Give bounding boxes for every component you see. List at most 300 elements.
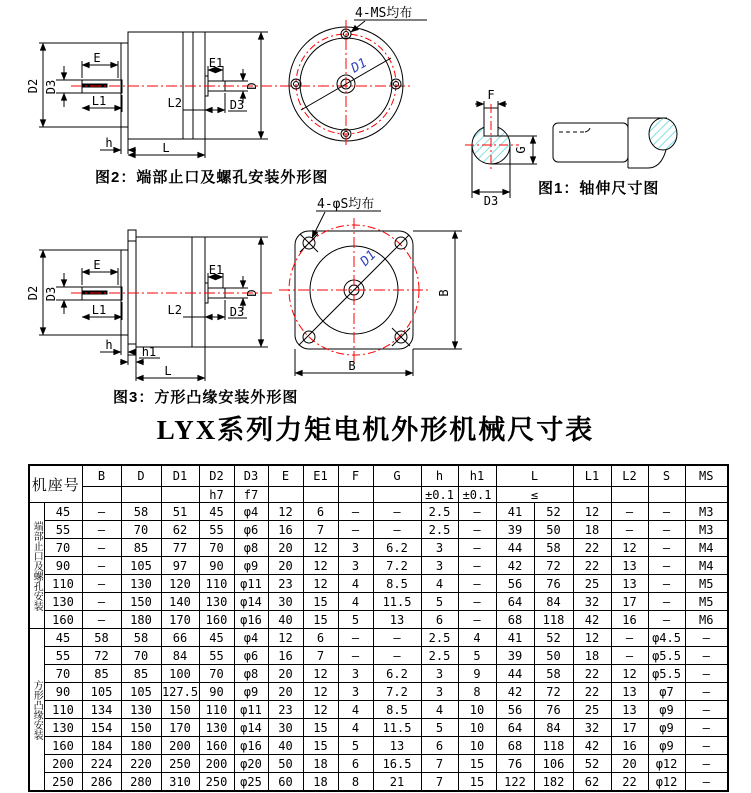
header-E: E [268,465,303,487]
dimension-cell: φ11 [234,701,268,719]
dimension-cell: 25 [573,575,611,593]
dimension-cell: φ11 [234,575,268,593]
table-row [29,773,728,792]
fig3-label-d1: D1 [357,247,380,270]
dimension-cell: 122 [496,773,534,792]
header-h: h [421,465,458,487]
dimension-cell: 12 [573,503,611,521]
dimension-cell: 50 [534,521,573,539]
dimension-cell: 12 [303,665,338,683]
dimension-cell: 16 [268,647,303,665]
dimension-cell: 58 [82,629,121,647]
fig2-label-d2: D2 [26,78,40,94]
dimension-cell: 13 [611,557,648,575]
dimension-cell: 70 [199,539,234,557]
dimension-cell: 52 [534,629,573,647]
fig3-label-d3-left: D3 [44,286,58,302]
dimension-cell: 58 [121,629,161,647]
dimension-cell: 118 [534,737,573,755]
dimension-cell: – [458,503,496,521]
dimension-cell: – [685,773,728,792]
dimension-cell: 90 [199,683,234,701]
dimension-cell: 76 [496,755,534,773]
dimension-cell: 12 [268,629,303,647]
dimension-cell: 7 [303,647,338,665]
dimension-cell: 42 [573,611,611,629]
dimension-cell: – [82,611,121,629]
table-row [29,737,728,755]
dimension-cell: 12 [268,503,303,521]
dimension-cell: 3 [338,683,373,701]
fig1-label-d3: D3 [483,194,499,208]
dimension-cell: 15 [458,773,496,792]
dimension-cell: 8.5 [373,701,421,719]
dimension-cell: φ12 [648,755,685,773]
dimension-cell: 20 [268,683,303,701]
dimension-cell: φ4.5 [648,629,685,647]
dimension-cell: – [82,503,121,521]
dimension-cell: 170 [161,611,199,629]
dimension-cell: 8 [338,773,373,792]
fig1-label-f: F [487,88,495,102]
frame-size-cell: 70 [44,539,82,557]
dimension-cell: 16 [268,521,303,539]
dimension-cell: 12 [611,665,648,683]
dimension-cell: φ9 [648,719,685,737]
dimension-cell: – [611,503,648,521]
header-F: F [338,465,373,487]
fig3-label-d: D [245,289,259,297]
dimension-cell: – [373,629,421,647]
dimension-cell: 4 [338,593,373,611]
dimension-cell: – [458,575,496,593]
dimension-cell: – [685,647,728,665]
dimension-cell: 15 [303,719,338,737]
dimension-cell: – [685,755,728,773]
dimension-cell: 10 [458,719,496,737]
subheader-cell [121,487,161,503]
dimension-cell: 4 [421,701,458,719]
dimension-cell: 70 [121,647,161,665]
fig2-label-l: L [162,141,170,155]
dimension-cell: 20 [268,665,303,683]
dimension-cell: 13 [373,737,421,755]
dimension-cell: 310 [161,773,199,792]
dimension-cell: 72 [534,557,573,575]
table-row [29,683,728,701]
dimension-cell: 184 [82,737,121,755]
subheader-cell [338,487,373,503]
dimension-cell: 10 [458,701,496,719]
fig3-label-b-bottom: B [348,359,356,373]
dimension-cell: 77 [161,539,199,557]
dimension-cell: 170 [161,719,199,737]
fig2-label-h: h [105,136,113,150]
header-E1: E1 [303,465,338,487]
dimension-cell: 16 [611,737,648,755]
dimension-cell: 18 [303,755,338,773]
dimension-cell: 110 [199,701,234,719]
dimension-cell: 4 [338,575,373,593]
subheader-cell [685,487,728,503]
dimension-cell: 6 [303,503,338,521]
dimension-cell: – [611,647,648,665]
dimension-cell: 76 [534,575,573,593]
frame-size-cell: 55 [44,647,82,665]
dimension-cell: 150 [161,701,199,719]
frame-size-cell: 90 [44,557,82,575]
fig2-label-d: D [245,82,259,90]
fig3-label-b-right: B [437,289,451,297]
dimension-cell: 2.5 [421,503,458,521]
header-frame-size: 机座号 [29,465,82,503]
dimension-cell: 64 [496,593,534,611]
subheader-cell [82,487,121,503]
dimension-cell: φ8 [234,539,268,557]
dimension-cell: 5 [338,611,373,629]
table-row [29,593,728,611]
dimension-cell: 280 [121,773,161,792]
dimension-cell: 160 [199,737,234,755]
frame-size-cell: 90 [44,683,82,701]
dimension-cell: 50 [268,755,303,773]
dimension-cell: 20 [268,539,303,557]
dimension-cell: – [458,593,496,611]
dimension-cell: 42 [573,737,611,755]
dimension-cell: 140 [161,593,199,611]
dimension-cell: – [82,521,121,539]
dimension-cell: 12 [303,575,338,593]
dimension-cell: 97 [161,557,199,575]
subheader-h1-tolerance: ±0.1 [458,487,496,503]
dimension-cell: 62 [161,521,199,539]
dimension-cell: – [685,719,728,737]
dimension-cell: 130 [121,701,161,719]
dimension-cell: 55 [199,521,234,539]
dimension-cell: 150 [121,593,161,611]
dimension-cell: 12 [303,557,338,575]
dimension-cell: 12 [611,539,648,557]
dimension-cell: 40 [268,611,303,629]
table-row [29,539,728,557]
fig2-front-view [289,20,427,148]
section-label: 端部止口及螺孔安装 [29,503,44,629]
dimension-cell: φ4 [234,629,268,647]
figure3-drawing [25,195,470,390]
section-label: 方形凸缘安装 [29,629,44,792]
dimension-cell: 15 [458,755,496,773]
dimension-cell: 68 [496,737,534,755]
dimension-cell: – [458,539,496,557]
dimension-cell: 5 [458,647,496,665]
table-row [29,557,728,575]
fig3-label-l1: L1 [91,303,107,317]
frame-size-cell: 130 [44,593,82,611]
frame-size-cell: 110 [44,575,82,593]
dimension-cell: φ6 [234,521,268,539]
table-row [29,575,728,593]
dimension-cell: M5 [685,575,728,593]
dimension-cell: 84 [161,647,199,665]
header-L1: L1 [573,465,611,487]
dimension-cell: – [458,611,496,629]
dimension-cell: 3 [338,539,373,557]
dimension-cell: – [685,701,728,719]
fig2-leader-label: 4-MS均布 [355,6,413,21]
dimension-cell: 58 [534,539,573,557]
dimension-cell: – [373,521,421,539]
dimension-cell: 11.5 [373,593,421,611]
frame-size-cell: 200 [44,755,82,773]
dimension-cell: – [648,557,685,575]
subheader-cell [373,487,421,503]
dimension-cell: 13 [611,575,648,593]
dimension-cell: 21 [373,773,421,792]
dimension-cell: 18 [303,773,338,792]
dimension-cell: 60 [268,773,303,792]
table-row [29,719,728,737]
dimension-cell: 30 [268,593,303,611]
table-body [29,503,728,792]
header-D: D [121,465,161,487]
dimension-cell: 3 [338,665,373,683]
fig2-label-d3-left: D3 [44,79,58,95]
dimension-cell: 160 [199,611,234,629]
header-B: B [82,465,121,487]
dimension-cell: – [338,521,373,539]
dimension-cell: 3 [338,557,373,575]
subheader-L-max: ≤ [496,487,573,503]
dimension-cell: 220 [121,755,161,773]
fig2-label-d1: D1 [348,55,370,77]
dimension-cell: – [338,629,373,647]
table-row [29,665,728,683]
figure3-caption: 图3：方形凸缘安装外形图 [113,389,299,406]
dimension-cell: 22 [573,557,611,575]
subheader-cell [161,487,199,503]
dimension-cell: 12 [303,539,338,557]
dimension-cell: – [685,665,728,683]
dimension-cell: 85 [121,665,161,683]
dimension-cell: – [373,503,421,521]
dimension-cell: 105 [82,683,121,701]
dimension-cell: 150 [121,719,161,737]
dimension-cell: 12 [303,701,338,719]
dimension-cell: 286 [82,773,121,792]
table-row [29,611,728,629]
dimension-cell: – [685,737,728,755]
subheader-cell [268,487,303,503]
table-row [29,503,728,521]
subheader-h-tolerance: ±0.1 [421,487,458,503]
dimension-cell: φ6 [234,647,268,665]
dimension-cell: φ4 [234,503,268,521]
header-h1: h1 [458,465,496,487]
fig2-label-e: E [93,51,101,65]
dimension-cell: – [685,629,728,647]
dimension-cell: 58 [121,503,161,521]
dimension-cell: 64 [496,719,534,737]
dimension-cell: 17 [611,719,648,737]
table-header-row [29,465,728,487]
dimension-cell: 110 [199,575,234,593]
frame-size-cell: 45 [44,629,82,647]
dimension-cell: 10 [458,737,496,755]
dimension-cell: 6 [338,755,373,773]
dimension-cell: φ25 [234,773,268,792]
table-subheader-row [29,487,728,503]
dimension-cell: φ9 [234,683,268,701]
table-row [29,521,728,539]
dimension-cell: 3 [421,665,458,683]
page-title: LYX系列力矩电机外形机械尺寸表 [156,415,595,445]
header-D2: D2 [199,465,234,487]
dimension-cell: 180 [121,737,161,755]
dimension-cell: – [648,575,685,593]
figure2-caption: 图2：端部止口及螺孔安装外形图 [95,169,329,186]
frame-size-cell: 110 [44,701,82,719]
dimension-cell: φ12 [648,773,685,792]
dimension-cell: 200 [161,737,199,755]
dimension-cell: 16 [611,611,648,629]
dimension-cell: φ20 [234,755,268,773]
dimension-cell: 68 [496,611,534,629]
dimension-cell: 56 [496,575,534,593]
dimension-cell: 3 [421,539,458,557]
dimension-cell: 6 [421,611,458,629]
header-D3: D3 [234,465,268,487]
dimension-cell: 7.2 [373,557,421,575]
dimension-cell: 11.5 [373,719,421,737]
fig3-label-d3-right: D3 [229,305,245,319]
dimension-cell: 5 [421,719,458,737]
dimension-cell: 12 [573,629,611,647]
frame-size-cell: 45 [44,503,82,521]
dimension-cell: – [82,539,121,557]
dimension-cell: M3 [685,503,728,521]
dimension-cell: 13 [373,611,421,629]
dimension-cell: 2.5 [421,629,458,647]
dimension-cell: 130 [121,575,161,593]
dimension-cell: 6 [303,629,338,647]
dimension-cell: 52 [534,503,573,521]
dimension-cell: – [648,539,685,557]
fig3-label-h1: h1 [141,345,157,359]
dimension-cell: φ9 [234,557,268,575]
dimension-cell: M4 [685,539,728,557]
dimension-cell: 15 [303,593,338,611]
dimension-cell: – [458,521,496,539]
dimension-cell: – [373,647,421,665]
dimension-cell: 4 [338,719,373,737]
dimension-cell: φ9 [648,701,685,719]
table-row [29,701,728,719]
header-S: S [648,465,685,487]
dimension-cell: 4 [458,629,496,647]
dimension-cell: 6 [421,737,458,755]
dimension-cell: M6 [685,611,728,629]
frame-size-cell: 70 [44,665,82,683]
dimension-cell: 42 [496,683,534,701]
fig3-label-h: h [105,338,113,352]
dimension-cell: – [82,593,121,611]
fig3-front-view [279,211,462,376]
dimension-cell: φ7 [648,683,685,701]
dimension-cell: 39 [496,647,534,665]
dimension-cell: 13 [611,701,648,719]
dimension-cell: – [611,629,648,647]
dimension-cell: φ14 [234,593,268,611]
dimension-cell: – [338,647,373,665]
fig3-label-d2: D2 [26,285,40,301]
figure1-caption: 图1：轴伸尺寸图 [538,180,660,197]
dimension-cell: 106 [534,755,573,773]
fig2-label-l1: L1 [91,94,107,108]
dimension-cell: 85 [121,539,161,557]
dimension-cell: 200 [199,755,234,773]
dimension-cell: 30 [268,719,303,737]
dimension-cell: 118 [534,611,573,629]
dimension-cell: 85 [82,665,121,683]
dimension-cell: – [648,611,685,629]
subheader-cell [648,487,685,503]
frame-size-cell: 250 [44,773,82,792]
dimension-cell: 42 [496,557,534,575]
dimension-cell: – [82,557,121,575]
dimension-cell: 44 [496,539,534,557]
dimension-cell: 13 [611,683,648,701]
dimension-cell: 6.2 [373,665,421,683]
dimension-cell: 12 [303,683,338,701]
dimension-cell: 182 [534,773,573,792]
dimension-cell: 4 [338,701,373,719]
dimension-cell: 250 [161,755,199,773]
dimension-cell: 3 [421,683,458,701]
dimension-cell: 72 [82,647,121,665]
dimension-cell: 17 [611,593,648,611]
dimension-cell: φ5.5 [648,665,685,683]
dimension-cell: 7 [421,773,458,792]
header-D1: D1 [161,465,199,487]
dimension-cell: 154 [82,719,121,737]
dimension-cell: 45 [199,629,234,647]
dimension-cell: – [648,503,685,521]
dimension-cell: 50 [534,647,573,665]
dimension-cell: φ16 [234,611,268,629]
dimension-cell: 7 [421,755,458,773]
fig3-label-e: E [93,258,101,272]
dimension-cell: 39 [496,521,534,539]
header-MS: MS [685,465,728,487]
dimension-cell: 84 [534,719,573,737]
dimension-cell: 130 [199,719,234,737]
dimension-cell: 32 [573,593,611,611]
subheader-cell [611,487,648,503]
dimension-cell: 20 [611,755,648,773]
fig2-label-d3-right: D3 [229,98,245,112]
dimension-cell: 22 [611,773,648,792]
table-row [29,629,728,647]
dimension-cell: 16.5 [373,755,421,773]
dimension-cell: 41 [496,503,534,521]
frame-size-cell: 55 [44,521,82,539]
dimension-cell: 76 [534,701,573,719]
dimension-cell: – [82,575,121,593]
table-row [29,647,728,665]
dimension-cell: 2.5 [421,521,458,539]
dimension-cell: 4 [421,575,458,593]
table-row [29,755,728,773]
